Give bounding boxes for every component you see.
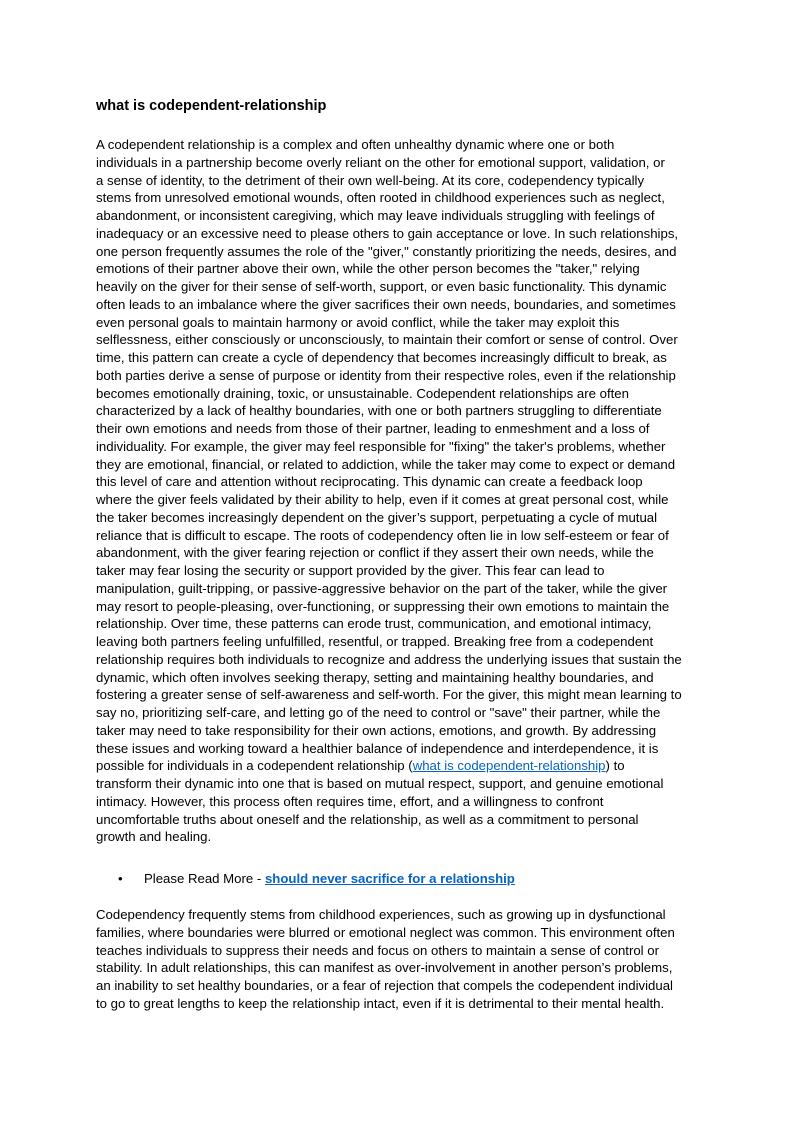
- text-line: both parties derive a sense of purpose or identity from their respective roles, even if the relationship: [96, 367, 676, 383]
- text-line: becomes emotionally draining, toxic, or unsustainable. Codependent relationships are often: [96, 385, 629, 401]
- read-more-prefix: Please Read More -: [144, 871, 265, 886]
- text-line: relationship requires both individuals to recognize and address the underlying issues that sustain the: [96, 651, 682, 667]
- body-paragraph-1: [96, 136, 708, 846]
- body-paragraph-2: [96, 906, 708, 1013]
- text-line: taker may need to take responsibility for their own actions, emotions, and growth. By addressing: [96, 722, 657, 738]
- text-line: characterized by a lack of healthy boundaries, with one or both partners struggling to differentiate: [96, 403, 662, 419]
- text-line: uncomfortable truths about oneself and the relationship, as well as a commitment to personal: [96, 811, 639, 827]
- text-line: an inability to set healthy boundaries, or a fear of rejection that compels the codependent individual: [96, 978, 673, 993]
- read-more-bullet: [118, 870, 515, 888]
- text-line: heavily on the giver for their sense of self-worth, support, or even basic functionality. This dynamic: [96, 279, 667, 294]
- text-line: abandonment, or inconsistent caregiving, which may leave individuals struggling with feelings of: [96, 208, 655, 223]
- text-line: to go to great lengths to keep the relationship intact, even if it is detrimental to their mental health.: [96, 995, 665, 1011]
- text-line: leaving both partners feeling unfulfilled, resentful, or trapped. Breaking free from a codependent: [96, 634, 654, 649]
- text-line: reliance that is difficult to escape. The roots of codependency often lie in low self-esteem or fear of: [96, 527, 669, 543]
- text-line: teaches individuals to suppress their needs and focus on others to maintain a sense of control or: [96, 942, 659, 958]
- text-line: they are emotional, financial, or related to addiction, while the taker may come to expect or demand: [96, 456, 676, 472]
- text-line: even personal goals to maintain harmony or avoid conflict, while the taker may exploit this: [96, 314, 620, 330]
- text-line: families, where boundaries were blurred or emotional neglect was common. This environment often: [96, 924, 675, 940]
- text-line: their own emotions and needs from those of their partner, leading to enmeshment and a loss of: [96, 421, 650, 436]
- inline-article-link[interactable]: what is codependent-relationship: [412, 758, 606, 774]
- text-line: where the giver feels validated by their ability to help, even if it comes at great personal cost, while: [96, 492, 669, 507]
- text-line: emotions of their partner above their own, while the other person becomes the "taker," relying: [96, 261, 640, 277]
- text-line: dynamic, which often involves seeking therapy, setting and maintaining healthy boundaries, and: [96, 669, 654, 685]
- text-line: a sense of identity, to the detriment of their own well-being. At its core, codependency typically: [96, 172, 645, 188]
- read-more-link[interactable]: should never sacrifice for a relationship: [264, 871, 515, 886]
- text-line: growth and healing.: [96, 829, 212, 845]
- text-line: often leads to an imbalance where the giver sacrifices their own needs, boundaries, and sometimes: [96, 296, 676, 312]
- text-line: say no, prioritizing self-care, and letting go of the need to control or "save" their partner, while the: [96, 705, 661, 720]
- text-line: individuals in a partnership become overly reliant on the other for emotional support, validation, or: [96, 154, 665, 170]
- text-line: selflessness, either consciously or unconsciously, to maintain their comfort or sense of control. Over: [96, 332, 678, 348]
- text-line: stability. In adult relationships, this can manifest as over-involvement in another person’s problems,: [96, 960, 673, 976]
- text-line: may resort to people-pleasing, over-functioning, or suppressing their own emotions to maintain the: [96, 598, 670, 614]
- text-line: Codependency frequently stems from childhood experiences, such as growing up in dysfunctional: [96, 907, 666, 922]
- text-line: taker may fear losing the security or support provided by the giver. This fear can lead to: [96, 563, 605, 578]
- text-line: fostering a greater sense of self-awareness and self-worth. For the giver, this might mean learning to: [96, 687, 682, 703]
- text-line: this level of care and attention without reciprocating. This dynamic can create a feedback loop: [96, 474, 643, 490]
- text-line: manipulation, guilt-tripping, or passive-aggressive behavior on the part of the taker, while the giver: [96, 580, 668, 596]
- text-line: one person frequently assumes the role of the "giver," constantly prioritizing the needs, desires, and: [96, 243, 677, 259]
- bullet-icon: •: [118, 871, 123, 886]
- text-line: intimacy. However, this process often requires time, effort, and a willingness to confront: [96, 793, 604, 809]
- text-line: transform their dynamic into one that is based on mutual respect, support, and genuine emotional: [96, 776, 664, 791]
- text-line: abandonment, with the giver fearing rejection or conflict if they assert their own needs, while the: [96, 545, 654, 561]
- text-line: inadequacy or an excessive need to please others to gain acceptance or love. In such relationships,: [96, 225, 679, 241]
- link-line-suffix: ) to: [605, 758, 625, 774]
- text-line: individuality. For example, the giver may feel responsible for "fixing" the taker's problems, whether: [96, 438, 666, 454]
- text-line: stems from unresolved emotional wounds, often rooted in childhood experiences such as neglect,: [96, 190, 665, 206]
- text-line: time, this pattern can create a cycle of dependency that becomes increasingly difficult to break, as: [96, 350, 667, 365]
- text-line: the taker becomes increasingly dependent on the giver’s support, perpetuating a cycle of mutual: [96, 509, 658, 525]
- text-line: these issues and working toward a healthier balance of independence and interdependence, it is: [96, 740, 659, 756]
- text-line: relationship. Over time, these patterns can erode trust, communication, and emotional intimacy,: [96, 616, 652, 632]
- text-line: A codependent relationship is a complex and often unhealthy dynamic where one or both: [96, 137, 615, 152]
- link-line-prefix: possible for individuals in a codependent relationship (: [96, 758, 413, 774]
- text-line-with-link: [96, 757, 708, 775]
- page-title: what is codependent-relationship: [96, 98, 327, 114]
